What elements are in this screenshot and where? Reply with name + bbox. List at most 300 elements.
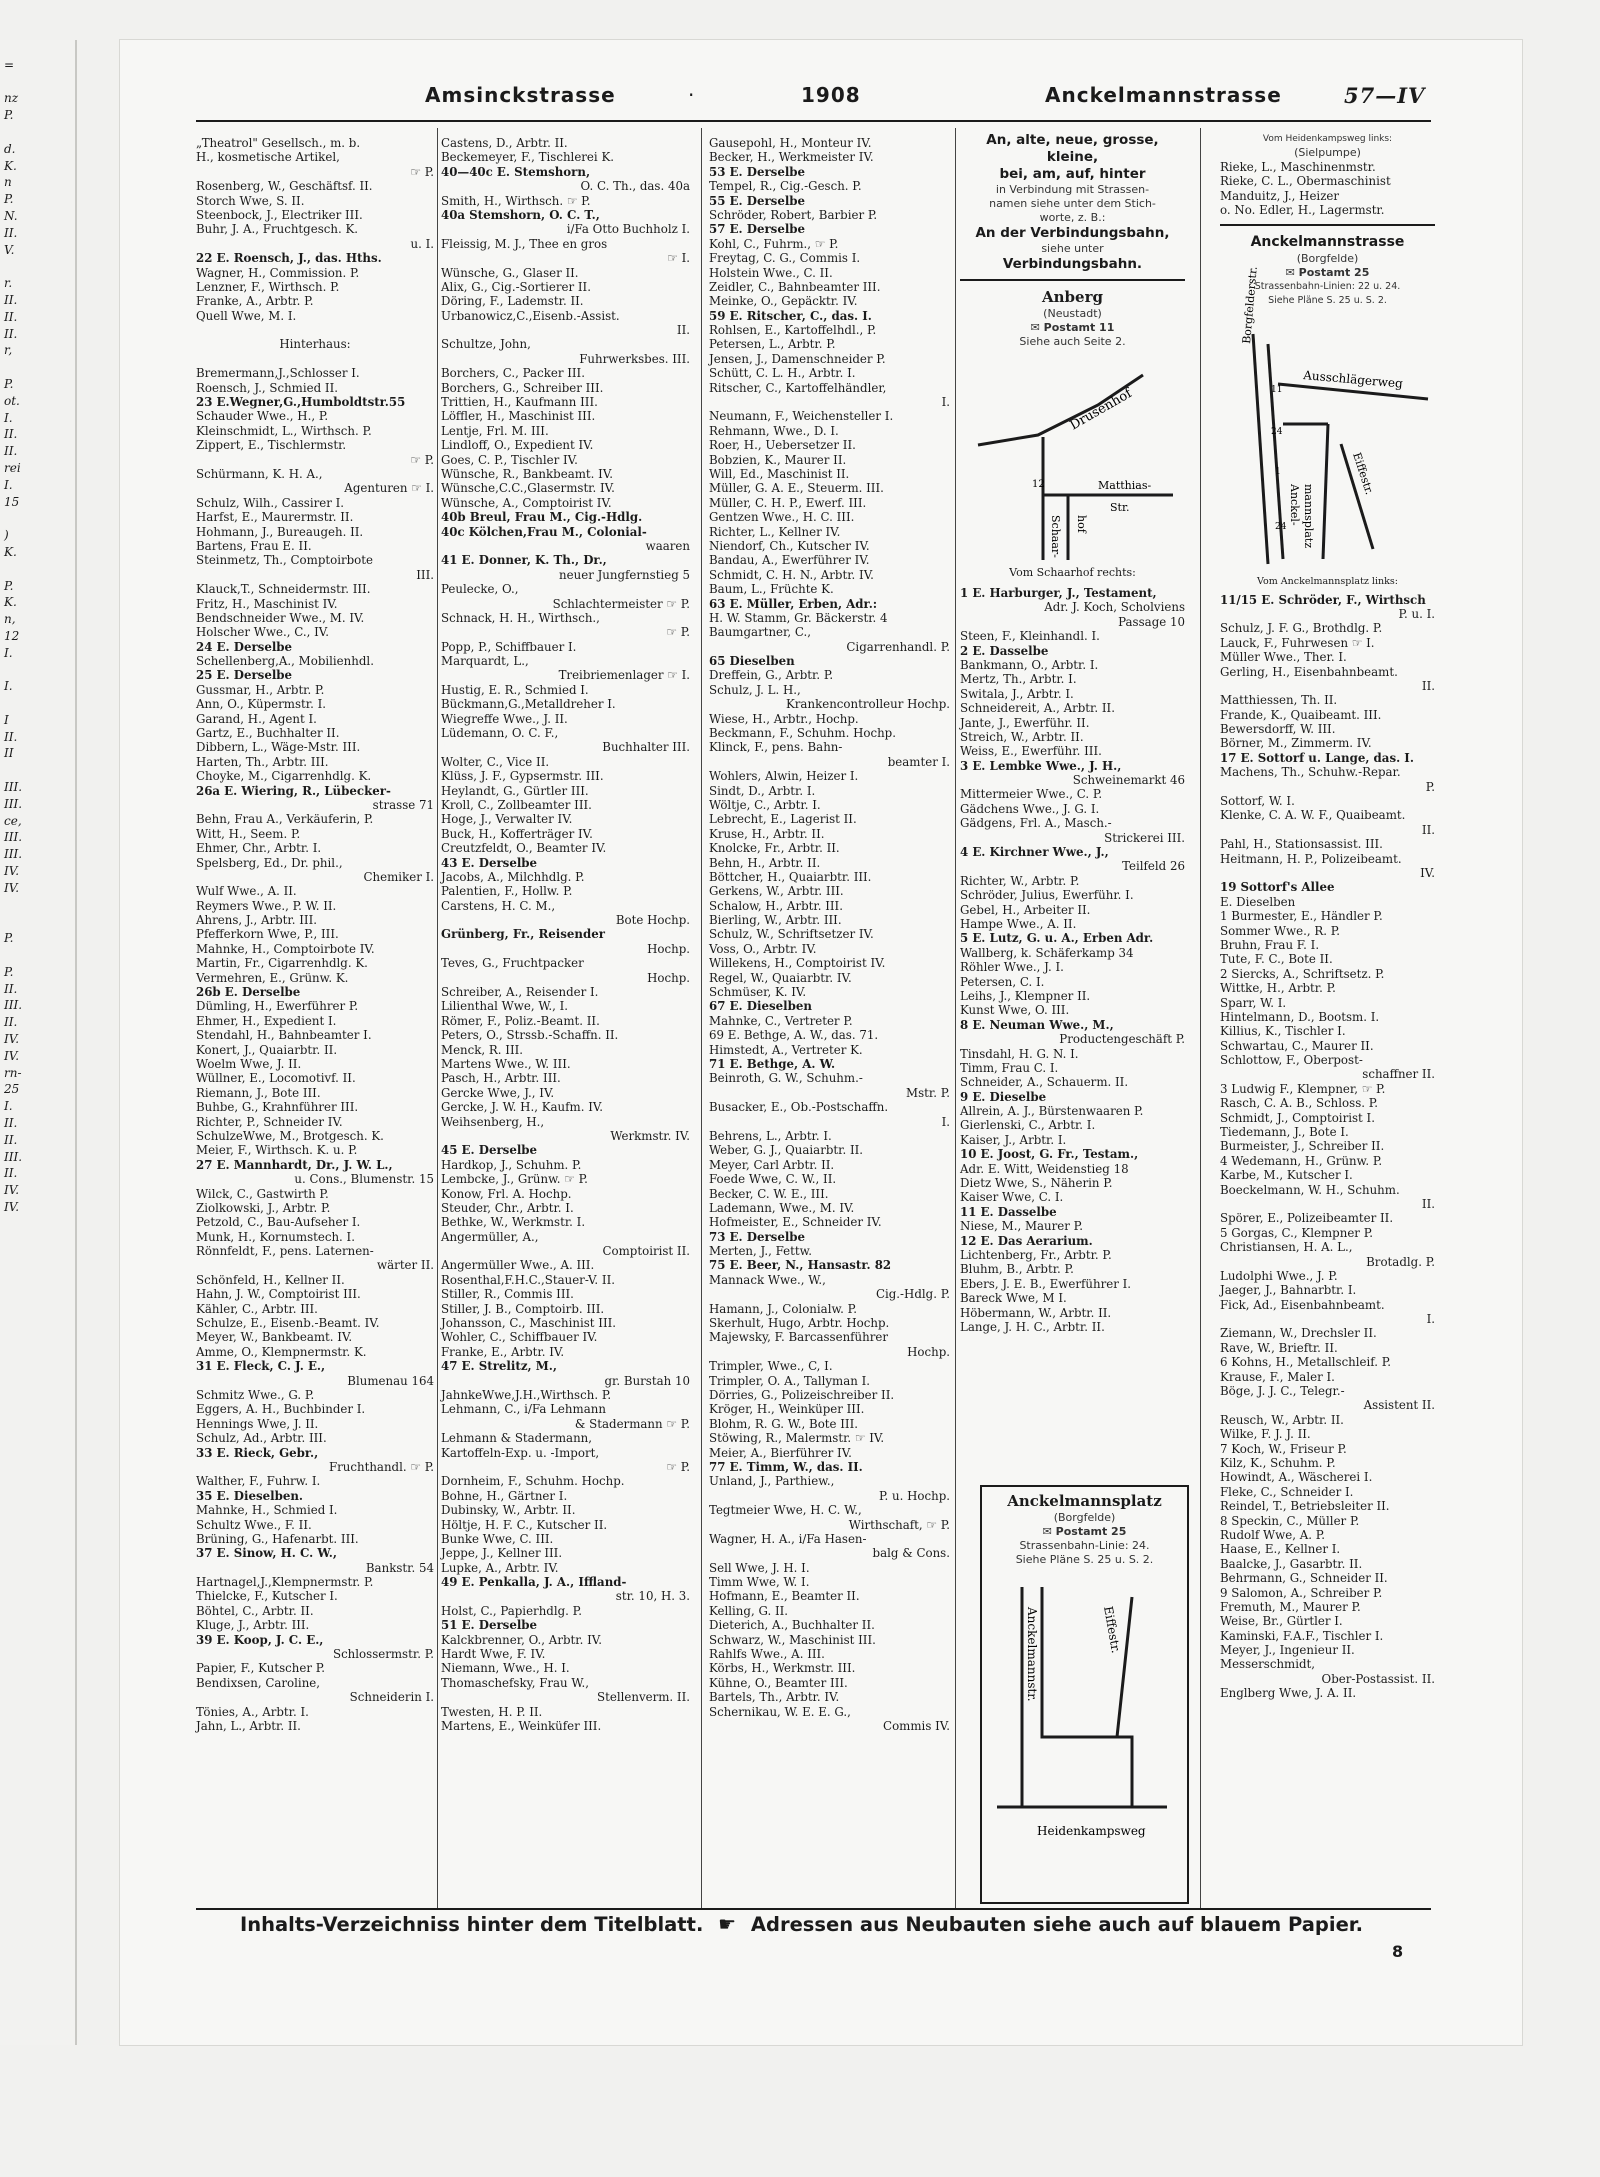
column-divider <box>1200 128 1201 1908</box>
binding-margin-fragment: K. <box>4 544 17 559</box>
directory-entry: Peters, O., Strssb.-Schaffn. II. <box>441 1028 619 1043</box>
directory-entry: Wohler, C., Schiffbauer IV. <box>441 1330 598 1345</box>
directory-entry: Trimpler, O. A., Tallyman I. <box>709 1373 871 1388</box>
directory-entry: Böhtel, C., Arbtr. II. <box>196 1603 314 1618</box>
binding-margin-fragment <box>0 258 75 275</box>
directory-entry: 19 Sottorf's Allee <box>1220 880 1335 895</box>
binding-margin-fragment: = <box>4 57 15 72</box>
binding-margin-fragment: rn- <box>4 1065 22 1080</box>
directory-entry: Klauck,T., Schneidermstr. III. <box>196 582 371 597</box>
directory-entry: Streich, W., Arbtr. II. <box>960 729 1084 744</box>
directory-entry: Papier, F., Kutscher P. <box>196 1661 326 1676</box>
binding-margin-fragment: IV. <box>4 1032 20 1047</box>
directory-entry: Rieke, C. L., Obermaschinist <box>1220 174 1391 189</box>
directory-entry: Bunke Wwe, C. III. <box>441 1531 554 1546</box>
directory-entry: Sottorf, W. I. <box>1220 794 1295 809</box>
directory-entry: Walther, F., Fuhrw. I. <box>196 1474 321 1489</box>
binding-margin-fragment: II. <box>4 326 18 341</box>
directory-entry: Meier, F., Wirthsch. K. u. P. <box>196 1143 358 1158</box>
map-label: 11 <box>1270 384 1282 395</box>
column-divider <box>955 128 956 1908</box>
directory-entry: Jaeger, J., Bahnarbtr. I. <box>1220 1283 1357 1298</box>
directory-entry: Tempel, R., Cig.-Gesch. P. <box>709 179 862 194</box>
directory-entry: Assistent II. <box>1363 1398 1435 1413</box>
directory-entry: Karbe, M., Kutscher I. <box>1220 1168 1353 1183</box>
directory-entry: II. <box>1421 822 1435 837</box>
binding-margin-fragment <box>0 762 75 779</box>
directory-entry: Steen, F., Kleinhandl. I. <box>960 629 1100 644</box>
directory-entry: 24 E. Derselbe <box>196 639 293 654</box>
directory-entry: Müller Wwe., Ther. I. <box>1220 650 1347 665</box>
directory-entry: Storch Wwe, S. II. <box>196 193 305 208</box>
binding-margin-fragment: II. <box>4 309 18 324</box>
directory-entry: Bote Hochp. <box>615 913 690 928</box>
directory-entry: Fruchthandl. ☞ P. <box>328 1459 434 1474</box>
directory-entry: Menck, R. III. <box>441 1042 524 1057</box>
directory-entry: Schütt, C. L. H., Arbtr. I. <box>709 366 856 381</box>
directory-entry: Teilfeld 26 <box>1122 859 1185 874</box>
directory-entry: Bendixsen, Caroline, <box>196 1675 321 1690</box>
directory-entry: 17 E. Sottorf u. Lange, das. I. <box>1220 750 1414 765</box>
map-label: Matthias- <box>1097 479 1151 492</box>
binding-margin-fragment: P. <box>4 964 14 979</box>
notice-small: namen siehe unter dem Stich- <box>989 197 1156 210</box>
directory-entry: Willekens, H., Comptoirist IV. <box>709 956 886 971</box>
directory-entry: Manduitz, J., Heizer <box>1220 188 1340 203</box>
directory-entry: Boeckelmann, W. H., Schuhm. <box>1220 1182 1400 1197</box>
binding-margin-fragment: N. <box>4 208 18 223</box>
directory-entry: Mahnke, H., Schmied I. <box>196 1503 338 1518</box>
directory-entry: Wünsche,C.C.,Glasermstr. IV. <box>441 481 615 496</box>
binding-margin-fragment: d. <box>4 141 16 156</box>
directory-entry: Passage 10 <box>1118 614 1185 629</box>
directory-entry: 35 E. Dieselben. <box>196 1488 304 1503</box>
footer-right-text: Adressen aus Neubauten siehe auch auf blauem Papier. <box>750 1913 1364 1936</box>
directory-entry: Carstens, H. C. M., <box>441 898 556 913</box>
directory-entry: Stellenverm. II. <box>597 1690 690 1705</box>
directory-entry: Müller, C. H. P., Ewerf. III. <box>709 495 867 510</box>
directory-entry: Zippert, E., Tischlermstr. <box>196 438 347 453</box>
directory-entry: Buhr, J. A., Fruchtgesch. K. <box>196 222 359 237</box>
directory-entry: 39 E. Koop, J. C. E., <box>196 1632 324 1647</box>
street-title: Anberg <box>1042 288 1103 306</box>
directory-entry: Bohne, H., Gärtner I. <box>441 1488 568 1503</box>
directory-entry: Himstedt, A., Vertreter K. <box>709 1042 863 1057</box>
binding-margin-fragment: III. <box>4 847 23 862</box>
directory-entry: Agenturen ☞ I. <box>344 481 434 496</box>
directory-entry: Gerkens, W., Arbtr. III. <box>709 884 844 899</box>
binding-margin-fragment: I. <box>4 477 13 492</box>
directory-entry: Heitmann, H. P., Polizeibeamt. <box>1220 851 1402 866</box>
map-caption: Vom Schaarhof rechts: <box>1009 566 1136 579</box>
map-label: 12 <box>1031 479 1045 490</box>
directory-entry: Bendschneider Wwe., M. IV. <box>196 610 365 625</box>
map-label: Str. <box>1109 501 1130 514</box>
directory-entry: Majewsky, F. Barcassenführer <box>709 1330 888 1345</box>
directory-entry: Hochp. <box>647 941 690 956</box>
directory-entry <box>196 323 434 337</box>
binding-margin-fragment <box>0 40 75 57</box>
directory-entry: Krankencontrolleur Hochp. <box>785 697 950 712</box>
directory-entry: Amme, O., Klempnermstr. K. <box>196 1344 367 1359</box>
directory-entry: II. <box>1421 678 1435 693</box>
directory-entry: Konow, Frl. A. Hochp. <box>441 1186 572 1201</box>
binding-margin-fragment: K. <box>4 158 17 173</box>
directory-entry: Dibbern, L., Wäge-Mstr. III. <box>196 740 361 755</box>
directory-entry: Baumgartner, C., <box>709 625 811 640</box>
directory-entry: Gercke, J. W. H., Kaufm. IV. <box>441 1100 604 1115</box>
directory-entry: Franke, E., Arbtr. IV. <box>441 1344 565 1359</box>
directory-entry: Buchhalter III. <box>602 740 690 755</box>
binding-margin-fragment <box>0 510 75 527</box>
directory-entry: 40b Breul, Frau M., Cig.-Hdlg. <box>441 510 643 525</box>
map-label: Eiffestr. <box>1101 1605 1124 1655</box>
directory-entry: Wallberg, k. Schäferkamp 34 <box>960 945 1134 960</box>
directory-entry: Wulf Wwe., A. II. <box>196 884 297 899</box>
directory-entry: Bückmann,G.,Metalldreher I. <box>441 697 616 712</box>
directory-entry: Wiese, H., Arbtr., Hochp. <box>709 711 859 726</box>
section-rule <box>960 279 1185 281</box>
directory-entry: Lupke, A., Arbtr. IV. <box>441 1560 559 1575</box>
directory-entry: Twesten, H. P. II. <box>441 1704 543 1719</box>
directory-entry: Ziolkowski, J., Arbtr. P. <box>196 1200 331 1215</box>
directory-entry: Wiegreffe Wwe., J. II. <box>441 711 568 726</box>
directory-entry: 10 E. Joost, G. Fr., Testam., <box>960 1147 1139 1162</box>
directory-entry: Richter, L., Kellner IV. <box>709 524 841 539</box>
directory-entry: Wohlers, Alwin, Heizer I. <box>709 769 859 784</box>
directory-entry: 53 E. Derselbe <box>709 164 806 179</box>
directory-entry: Wolter, C., Vice II. <box>441 754 550 769</box>
notice-line: bei, am, auf, hinter <box>999 166 1146 182</box>
binding-margin-fragment: IV. <box>4 864 20 879</box>
directory-entry: Kartoffeln-Exp. u. -Import, <box>441 1445 600 1460</box>
directory-entry: Thomaschefsky, Frau W., <box>441 1675 589 1690</box>
direction-note: (Sielpumpe) <box>1294 146 1361 159</box>
binding-margin-fragment: IV. <box>4 1183 20 1198</box>
directory-entry: Smith, H., Wirthsch. ☞ P. <box>441 193 591 208</box>
directory-entry: Pasch, H., Arbtr. III. <box>441 1071 561 1086</box>
directory-entry: Knolcke, Fr., Arbtr. II. <box>709 841 840 856</box>
directory-entry: 63 E. Müller, Erben, Adr.: <box>709 596 878 611</box>
directory-entry: Heylandt, G., Gürtler III. <box>441 783 589 798</box>
directory-entry: Gerling, H., Eisenbahnbeamt. <box>1220 664 1398 679</box>
directory-entry: Angermüller, A., <box>441 1229 539 1244</box>
directory-entry: Rudolf Wwe, A. P. <box>1220 1527 1326 1542</box>
directory-entry: Steinmetz, Th., Comptoirbote <box>196 553 374 568</box>
directory-entry: Rehmann, Wwe., D. I. <box>709 423 839 438</box>
header-page-number: 57—IV <box>1344 83 1426 108</box>
directory-entry: Schönfeld, H., Kellner II. <box>196 1272 345 1287</box>
directory-entry: Wünsche, G., Glaser II. <box>441 265 579 280</box>
directory-entry: 7 Koch, W., Friseur P. <box>1220 1441 1347 1456</box>
post-office: ✉ Postamt 11 <box>1030 321 1115 334</box>
directory-entry: Wagner, H., Commission. P. <box>196 265 360 280</box>
directory-entry: Höltje, H. F. C., Kutscher II. <box>441 1517 608 1532</box>
directory-entry: Petersen, L., Arbtr. P. <box>709 337 836 352</box>
binding-margin-fragment: II. <box>4 1132 18 1147</box>
directory-entry: Klinck, F., pens. Bahn- <box>709 740 843 755</box>
direction-note: Vom Heidenkampsweg links: <box>1262 134 1393 144</box>
binding-margin-fragment: r. <box>4 276 13 291</box>
map-label: 24 <box>1270 426 1282 437</box>
directory-entry: Jeppe, J., Kellner III. <box>441 1546 563 1561</box>
directory-entry: Hamann, J., Colonialw. P. <box>709 1301 857 1316</box>
directory-entry: Comptoirist II. <box>602 1244 690 1259</box>
directory-entry: Holscher Wwe., C., IV. <box>196 625 329 640</box>
directory-entry: Tegtmeier Wwe, H. C. W., <box>709 1503 862 1518</box>
directory-entry: Treibriemenlager ☞ I. <box>558 668 690 683</box>
directory-entry: Sommer Wwe., R. P. <box>1220 923 1341 938</box>
directory-entry: Beckemeyer, F., Tischlerei K. <box>441 150 615 165</box>
map-label: Anckel- <box>1287 483 1301 526</box>
directory-entry: Schulz, Ad., Arbtr. III. <box>196 1431 327 1446</box>
directory-entry: Ritscher, C., Kartoffelhändler, <box>709 380 887 395</box>
directory-entry: Bankstr. 54 <box>365 1560 434 1575</box>
directory-entry: Steenbock, J., Electriker III. <box>196 207 363 222</box>
directory-entry: Mstr. P. <box>905 1085 950 1100</box>
directory-entry <box>196 352 434 366</box>
directory-entry: 37 E. Sinow, H. C. W., <box>196 1546 337 1561</box>
directory-entry: 4 Wedemann, H., Grünw. P. <box>1220 1153 1383 1168</box>
binding-margin-fragment: IV. <box>4 1048 20 1063</box>
directory-entry: ☞ P. <box>410 164 434 179</box>
binding-margin-fragment: V. <box>4 242 15 257</box>
directory-entry: 5 Gorgas, C., Klempner P. <box>1220 1225 1373 1240</box>
directory-entry: 4 E. Kirchner Wwe., J., <box>960 845 1109 860</box>
directory-entry: Strickerei III. <box>1104 830 1185 845</box>
directory-entry: Spelsberg, Ed., Dr. phil., <box>196 855 343 870</box>
directory-entry: Cig.-Hdlg. P. <box>875 1287 950 1302</box>
header-street-left: Amsinckstrasse <box>425 83 616 107</box>
directory-entry: Bartens, Frau E. II. <box>196 538 312 553</box>
directory-entry: 73 E. Derselbe <box>709 1229 806 1244</box>
binding-margin-fragment: P. <box>4 108 14 123</box>
directory-entry: Klüss, J. F., Gypsermstr. III. <box>441 769 604 784</box>
directory-entry: Hinterhaus: <box>279 337 351 352</box>
directory-entry: 43 E. Derselbe <box>441 855 538 870</box>
directory-entry: strasse 71 <box>372 797 434 812</box>
directory-entry: P. u. Hochp. <box>878 1488 950 1503</box>
directory-entry: Börner, M., Zimmerm. IV. <box>1220 736 1372 751</box>
directory-entry: Woelm Wwe, J. II. <box>196 1057 302 1071</box>
binding-margin-fragment: III. <box>4 998 23 1013</box>
directory-entry: 6 Kohns, H., Metallschleif. P. <box>1220 1355 1392 1370</box>
directory-entry: Behn, H., Arbtr. II. <box>709 855 821 870</box>
directory-entry: Ehmer, Chr., Arbtr. I. <box>196 841 322 856</box>
directory-entry: Wünsche, R., Bankbeamt. IV. <box>441 466 614 481</box>
directory-entry: Gentzen Wwe., H. C. III. <box>709 510 855 525</box>
binding-margin-fragment: rei <box>4 460 21 475</box>
directory-entry: 40a Stemshorn, O. C. T., <box>441 207 600 222</box>
binding-margin-fragment: IV. <box>4 1199 20 1214</box>
see-plans: Siehe Pläne S. 25 u. S. 2. <box>1015 1553 1154 1566</box>
directory-entry: Kalckbrenner, O., Arbtr. IV. <box>441 1632 602 1647</box>
directory-entry: Schmitz Wwe., G. P. <box>196 1387 315 1402</box>
directory-entry: 49 E. Penkalla, J. A., Iffland- <box>441 1575 627 1590</box>
tram-line: Strassenbahn-Linie: 24. <box>1019 1539 1150 1552</box>
directory-entry: Dietz Wwe, S., Näherin P. <box>960 1176 1113 1191</box>
directory-entry: Merten, J., Fettw. <box>709 1244 813 1259</box>
directory-entry: Schultze, John, <box>441 337 531 352</box>
directory-entry: Meier, A., Bierführer IV. <box>709 1445 852 1460</box>
directory-entry: Rosenthal,F.H.C.,Stauer-V. II. <box>441 1272 615 1287</box>
directory-entry: Cigarrenhandl. P. <box>846 639 950 654</box>
directory-entry: Lenzner, F., Wirthsch. P. <box>196 279 340 294</box>
directory-entry: balg & Cons. <box>872 1546 950 1561</box>
directory-entry: Niese, M., Maurer P. <box>960 1219 1083 1234</box>
directory-entry: Bandau, A., Ewerführer IV. <box>709 553 870 568</box>
binding-margin-fragment: K. <box>4 595 17 610</box>
directory-entry: Rahlfs Wwe., A. III. <box>709 1647 825 1662</box>
directory-entry: Quell Wwe, M. I. <box>196 308 297 323</box>
directory-entry: Schreiber, A., Reisender I. <box>441 985 599 1000</box>
directory-entry: Wöltje, C., Arbtr. I. <box>709 797 821 812</box>
directory-entry: Fuhrwerksbes. III. <box>579 351 690 366</box>
directory-entry: Lange, J. H. C., Arbtr. II. <box>960 1319 1105 1334</box>
directory-entry: Thielcke, F., Kutscher I. <box>196 1589 338 1604</box>
directory-entry: Böge, J. J. C., Telegr.- <box>1220 1384 1345 1399</box>
directory-entry: u. Cons., Blumenstr. 15 <box>294 1172 434 1187</box>
notice-line: An, alte, neue, grosse, kleine, <box>986 132 1159 165</box>
street-map-anckelmannsplatz <box>982 1567 1182 1877</box>
directory-entry: Tönies, A., Arbtr. I. <box>196 1704 309 1719</box>
directory-entry: Bartels, Th., Arbtr. IV. <box>709 1690 840 1705</box>
directory-entry: Dörries, G., Polizeischreiber II. <box>709 1387 895 1402</box>
directory-entry: Roer, H., Uebersetzer II. <box>709 438 856 453</box>
directory-entry: Machens, Th., Schuhw.-Repar. <box>1220 765 1401 780</box>
section-rule <box>1220 224 1435 226</box>
directory-entry: Haase, E., Kellner I. <box>1220 1542 1341 1557</box>
directory-entry: Martin, Fr., Cigarrenhdlg. K. <box>196 956 368 971</box>
directory-entry: Wilck, C., Gastwirth P. <box>196 1186 329 1201</box>
footer-left-text: Inhalts-Verzeichniss hinter dem Titelblatt. <box>240 1913 704 1936</box>
directory-entry: Fick, Ad., Eisenbahnbeamt. <box>1220 1297 1385 1312</box>
directory-entry: Ehmer, H., Expedient I. <box>196 1013 337 1028</box>
directory-entry: 40—40c E. Stemshorn, <box>441 164 591 179</box>
directory-entry: ☞ I. <box>667 251 690 266</box>
directory-entry: Allrein, A. J., Bürstenwaaren P. <box>960 1104 1144 1119</box>
directory-entry: Angermüller Wwe., A. III. <box>441 1258 595 1273</box>
directory-entry: Harten, Th., Arbtr. III. <box>196 754 329 769</box>
map-label: mannsplatz <box>1301 483 1315 548</box>
tram-line: Strassenbahn-Linien: 22 u. 24. <box>1254 280 1401 292</box>
directory-entry: Johansson, C., Maschinist III. <box>441 1316 617 1331</box>
directory-entry: Bremermann,J.,Schlosser I. <box>196 366 360 381</box>
directory-entry: Baalcke, J., Gasarbtr. II. <box>1220 1556 1363 1571</box>
map-label: Heidenkampsweg <box>1037 1824 1146 1838</box>
map-label: 1 <box>1274 466 1281 477</box>
binding-margin-fragment: 12 <box>4 628 20 643</box>
directory-entry: 12 E. Das Aerarium. <box>960 1233 1093 1248</box>
directory-entry: Adr. E. Witt, Weidenstieg 18 <box>960 1161 1129 1176</box>
map-label: Anckelmannstr. <box>1025 1607 1039 1702</box>
directory-entry: 77 E. Timm, W., das. II. <box>709 1459 863 1474</box>
binding-margin-fragment <box>0 124 75 141</box>
directory-entry: Rönnfeldt, F., pens. Laternen- <box>196 1244 374 1259</box>
directory-entry: Creutzfeldt, O., Beamter IV. <box>441 841 607 856</box>
directory-entry: Weber, G. J., Quaiarbtr. II. <box>709 1143 864 1158</box>
directory-entry: Choyke, M., Cigarrenhdlg. K. <box>196 769 372 784</box>
binding-margin-fragment: II <box>4 746 14 761</box>
directory-entry: Voss, O., Arbtr. IV. <box>709 941 817 956</box>
directory-entry: Bruhn, Frau F. I. <box>1220 937 1320 952</box>
directory-entry: 11 E. Dasselbe <box>960 1204 1057 1219</box>
directory-entry: Schernikau, W. E. E. G., <box>709 1704 851 1719</box>
directory-entry: Schulz, J. L. H., <box>709 682 801 697</box>
directory-entry: Lindloff, O., Expedient IV. <box>441 438 594 453</box>
directory-entry: Harfst, E., Maurermstr. II. <box>196 510 354 525</box>
directory-entry: Mahnke, H., Comptoirbote IV. <box>196 941 375 956</box>
directory-entry: Rieke, L., Maschinenmstr. <box>1220 160 1376 174</box>
directory-entry: waaren <box>645 538 690 553</box>
directory-entry: Höbermann, W., Arbtr. II. <box>960 1305 1112 1320</box>
directory-entry: Lehmann, C., i/Fa Lehmann <box>441 1402 606 1417</box>
directory-entry: ☞ P. <box>666 1459 690 1474</box>
directory-entry: Vermehren, E., Grünw. K. <box>196 970 349 985</box>
directory-entry: Holst, C., Papierhdlg. P. <box>441 1603 582 1618</box>
directory-entry: Gädchens Wwe., J. G. I. <box>960 801 1100 816</box>
directory-entry: Hampe Wwe., A. II. <box>960 916 1077 931</box>
directory-entry: Schneiderin I. <box>349 1690 434 1705</box>
directory-entry: Schlossermstr. P. <box>332 1647 434 1662</box>
directory-entry: Hoge, J., Verwalter IV. <box>441 812 573 827</box>
binding-margin-fragment: ot. <box>4 393 20 408</box>
directory-entry: beamter I. <box>887 754 950 769</box>
directory-entry: Urbanowicz,C.,Eisenb.-Assist. <box>441 308 620 323</box>
directory-entry: Kühne, O., Beamter III. <box>709 1675 848 1690</box>
footer-rule <box>196 1908 1431 1910</box>
directory-entry: Ludolphi Wwe., J. P. <box>1220 1268 1338 1283</box>
directory-entry: o. No. Edler, H., Lagermstr. <box>1220 203 1385 218</box>
binding-margin-fragment: II. <box>4 444 18 459</box>
directory-entry: Meyer, Carl Arbtr. II. <box>709 1157 835 1172</box>
directory-entry: Wünsche, A., Comptoirist IV. <box>441 495 612 510</box>
directory-entry: Trittien, H., Kaufmann III. <box>441 395 598 410</box>
directory-entry: ☞ P. <box>666 625 690 640</box>
binding-margin-fragment: III. <box>4 780 23 795</box>
directory-entry: Beckmann, F., Schuhm. Hochp. <box>709 726 896 741</box>
directory-entry: Lebrecht, E., Lagerist II. <box>709 812 857 827</box>
street-heading-anberg <box>960 287 1185 349</box>
directory-entry: Blumenau 164 <box>347 1373 434 1388</box>
directory-entry: 40c Kölchen,Frau M., Colonial- <box>441 524 647 539</box>
binding-margin-fragment: r, <box>4 343 13 358</box>
directory-entry: Dieterich, A., Buchhalter II. <box>709 1618 875 1633</box>
directory-entry: Wirthschaft, ☞ P. <box>848 1517 950 1532</box>
binding-margin-fragment: P. <box>4 376 14 391</box>
directory-entry: Ober-Postassist. II. <box>1321 1671 1435 1686</box>
directory-entry: 3 E. Lembke Wwe., J. H., <box>960 758 1122 773</box>
directory-entry: Schröder, Julius, Ewerführ. I. <box>960 888 1134 903</box>
directory-column-2 <box>441 136 690 1901</box>
directory-entry: Bareck Wwe, M I. <box>960 1291 1067 1306</box>
map-label: Borgfelderstr. <box>1239 265 1260 344</box>
directory-entry: Schultz Wwe., F. II. <box>196 1517 312 1532</box>
directory-entry: Kaminski, F.A.F., Tischler I. <box>1220 1628 1384 1643</box>
directory-entry: Löffler, H., Maschinist III. <box>441 409 596 424</box>
directory-entry: Lichtenberg, Fr., Arbtr. P. <box>960 1247 1112 1262</box>
directory-entry: Dreffein, G., Arbtr. P. <box>709 668 834 683</box>
directory-entry: Roensch, J., Schmied II. <box>196 380 338 395</box>
directory-entry: Behrens, L., Arbtr. I. <box>709 1128 832 1143</box>
directory-entry: Rohlsen, E., Kartoffelhdl., P. <box>709 323 877 338</box>
pointing-hand-icon: ☛ <box>718 1912 737 1936</box>
binding-margin-fragment: II. <box>4 427 18 442</box>
directory-entry: Werkmstr. IV. <box>610 1128 690 1143</box>
directory-entry: 55 E. Derselbe <box>709 193 806 208</box>
directory-entry: Dümling, H., Ewerführer P. <box>196 999 359 1014</box>
directory-entry: Bethke, W., Werkmstr. I. <box>441 1215 586 1230</box>
